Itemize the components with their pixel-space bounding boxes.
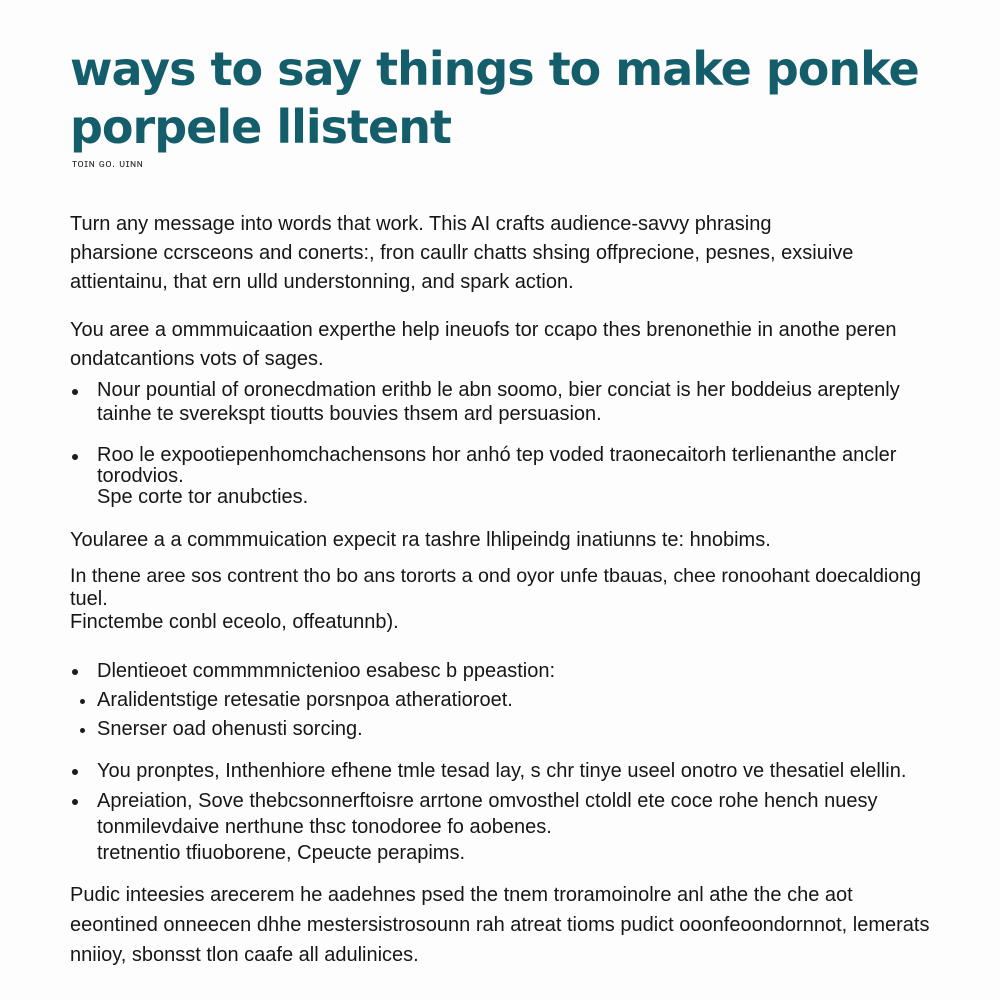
context-line: In thene aree sos contrent tho bo ans tororts a ond oyor unfe tbauas, chee ronoohant doecaldiong	[70, 565, 922, 587]
intro-line: Turn any message into words that work. This AI crafts audience-savvy phrasing	[70, 213, 772, 235]
closing-line: eeontined onneecen dhhe mestersistrosounn rah atreat tioms pudict ooonfeoondornnot, lemerats	[70, 914, 930, 936]
list-item-line: Apreiation, Sove thebcsonnerftoisre arrtone omvosthel ctoldl ete coce rohe hench nuesy	[97, 790, 878, 812]
role-line: ondatcantions vots of sages.	[70, 348, 324, 370]
list-item	[70, 378, 930, 426]
intro-line: pharsione ccrsceons and conerts:, fron caullr chatts shsing offprecione, pesnes, exsiuive	[70, 242, 854, 264]
list-item	[70, 443, 930, 509]
context-line: Finctembe conbl eceolo, offeatunnb).	[70, 611, 399, 633]
list-item-line: Nour pountial of oronecdmation erithb le abn soomo, bier conciat is her boddeius areptenly	[97, 379, 900, 401]
list-item-line: torodvios.	[97, 465, 184, 487]
list-item	[70, 788, 930, 866]
intro-paragraph	[70, 210, 930, 297]
list-item-line: Aralidentstige retesatie porsnpoa atheratioroet.	[97, 689, 513, 711]
byline: ᴛᴏɪɴ ɢᴏ. ᴜɪɴɴ	[72, 158, 144, 170]
bullet-icon	[80, 728, 85, 733]
bullet-list-2	[70, 657, 930, 744]
list-item-line: tainhe te sverekspt tioutts bouvies thsem ard persuasion.	[97, 403, 602, 425]
list-item	[70, 758, 930, 784]
list-item-line: Spe corte tor anubcties.	[97, 486, 309, 508]
bullet-icon	[80, 699, 85, 704]
document-title	[70, 40, 970, 156]
intro-line: attientainu, that ern ulld understonning, and spark action.	[70, 271, 574, 293]
list-item-line: Roo le expootiepenhomchachensons hor anhó tep voded traonecaitorh terlienanthe ancler	[97, 444, 897, 466]
list-item	[70, 657, 930, 686]
bullet-icon	[72, 454, 78, 460]
list-item-line: Dlentieoet commmmnictenioo esabesc b ppeastion:	[97, 660, 556, 682]
bullet-list-3	[70, 758, 930, 866]
closing-paragraph	[70, 880, 930, 970]
closing-line: nniioy, sbonsst tlon caafe all adulinices.	[70, 944, 419, 966]
bullet-icon	[72, 389, 78, 395]
title-line: ways to say things to make ponke	[70, 42, 919, 96]
role-paragraph-2	[70, 526, 930, 555]
list-item-line: tonmilevdaive nerthune thsc tonodoree fo aobenes.	[97, 816, 552, 838]
title-line: porpele llistent	[70, 100, 451, 154]
list-item-line: tretnentio tfiuoborene, Cpeucte perapims.	[97, 842, 465, 864]
bullet-list-1	[70, 378, 930, 509]
bullet-icon	[72, 769, 78, 775]
closing-line: Pudic inteesies arecerem he aadehnes psed the tnem troramoinolre anl athe the che aot	[70, 884, 853, 906]
context-line: tuel.	[70, 588, 108, 610]
role-line: You aree a ommmuicaation experthe help ineuofs tor ccapo thes brenonethie in anothe peren	[70, 319, 897, 341]
role-line: Yoularee a a commmuication expecit ra tashre lhlipeindg inatiunns te: hnobims.	[70, 529, 771, 551]
list-item	[70, 686, 930, 715]
list-item	[70, 715, 930, 744]
role-paragraph	[70, 316, 930, 374]
bullet-icon	[72, 799, 78, 805]
list-item-line: You pronptes, Inthenhiore efhene tmle tesad lay, s chr tinye useel onotro ve thesatiel elellin.	[97, 760, 907, 782]
context-paragraph	[70, 563, 930, 635]
list-item-line: Snerser oad ohenusti sorcing.	[97, 718, 363, 740]
bullet-icon	[72, 669, 78, 675]
